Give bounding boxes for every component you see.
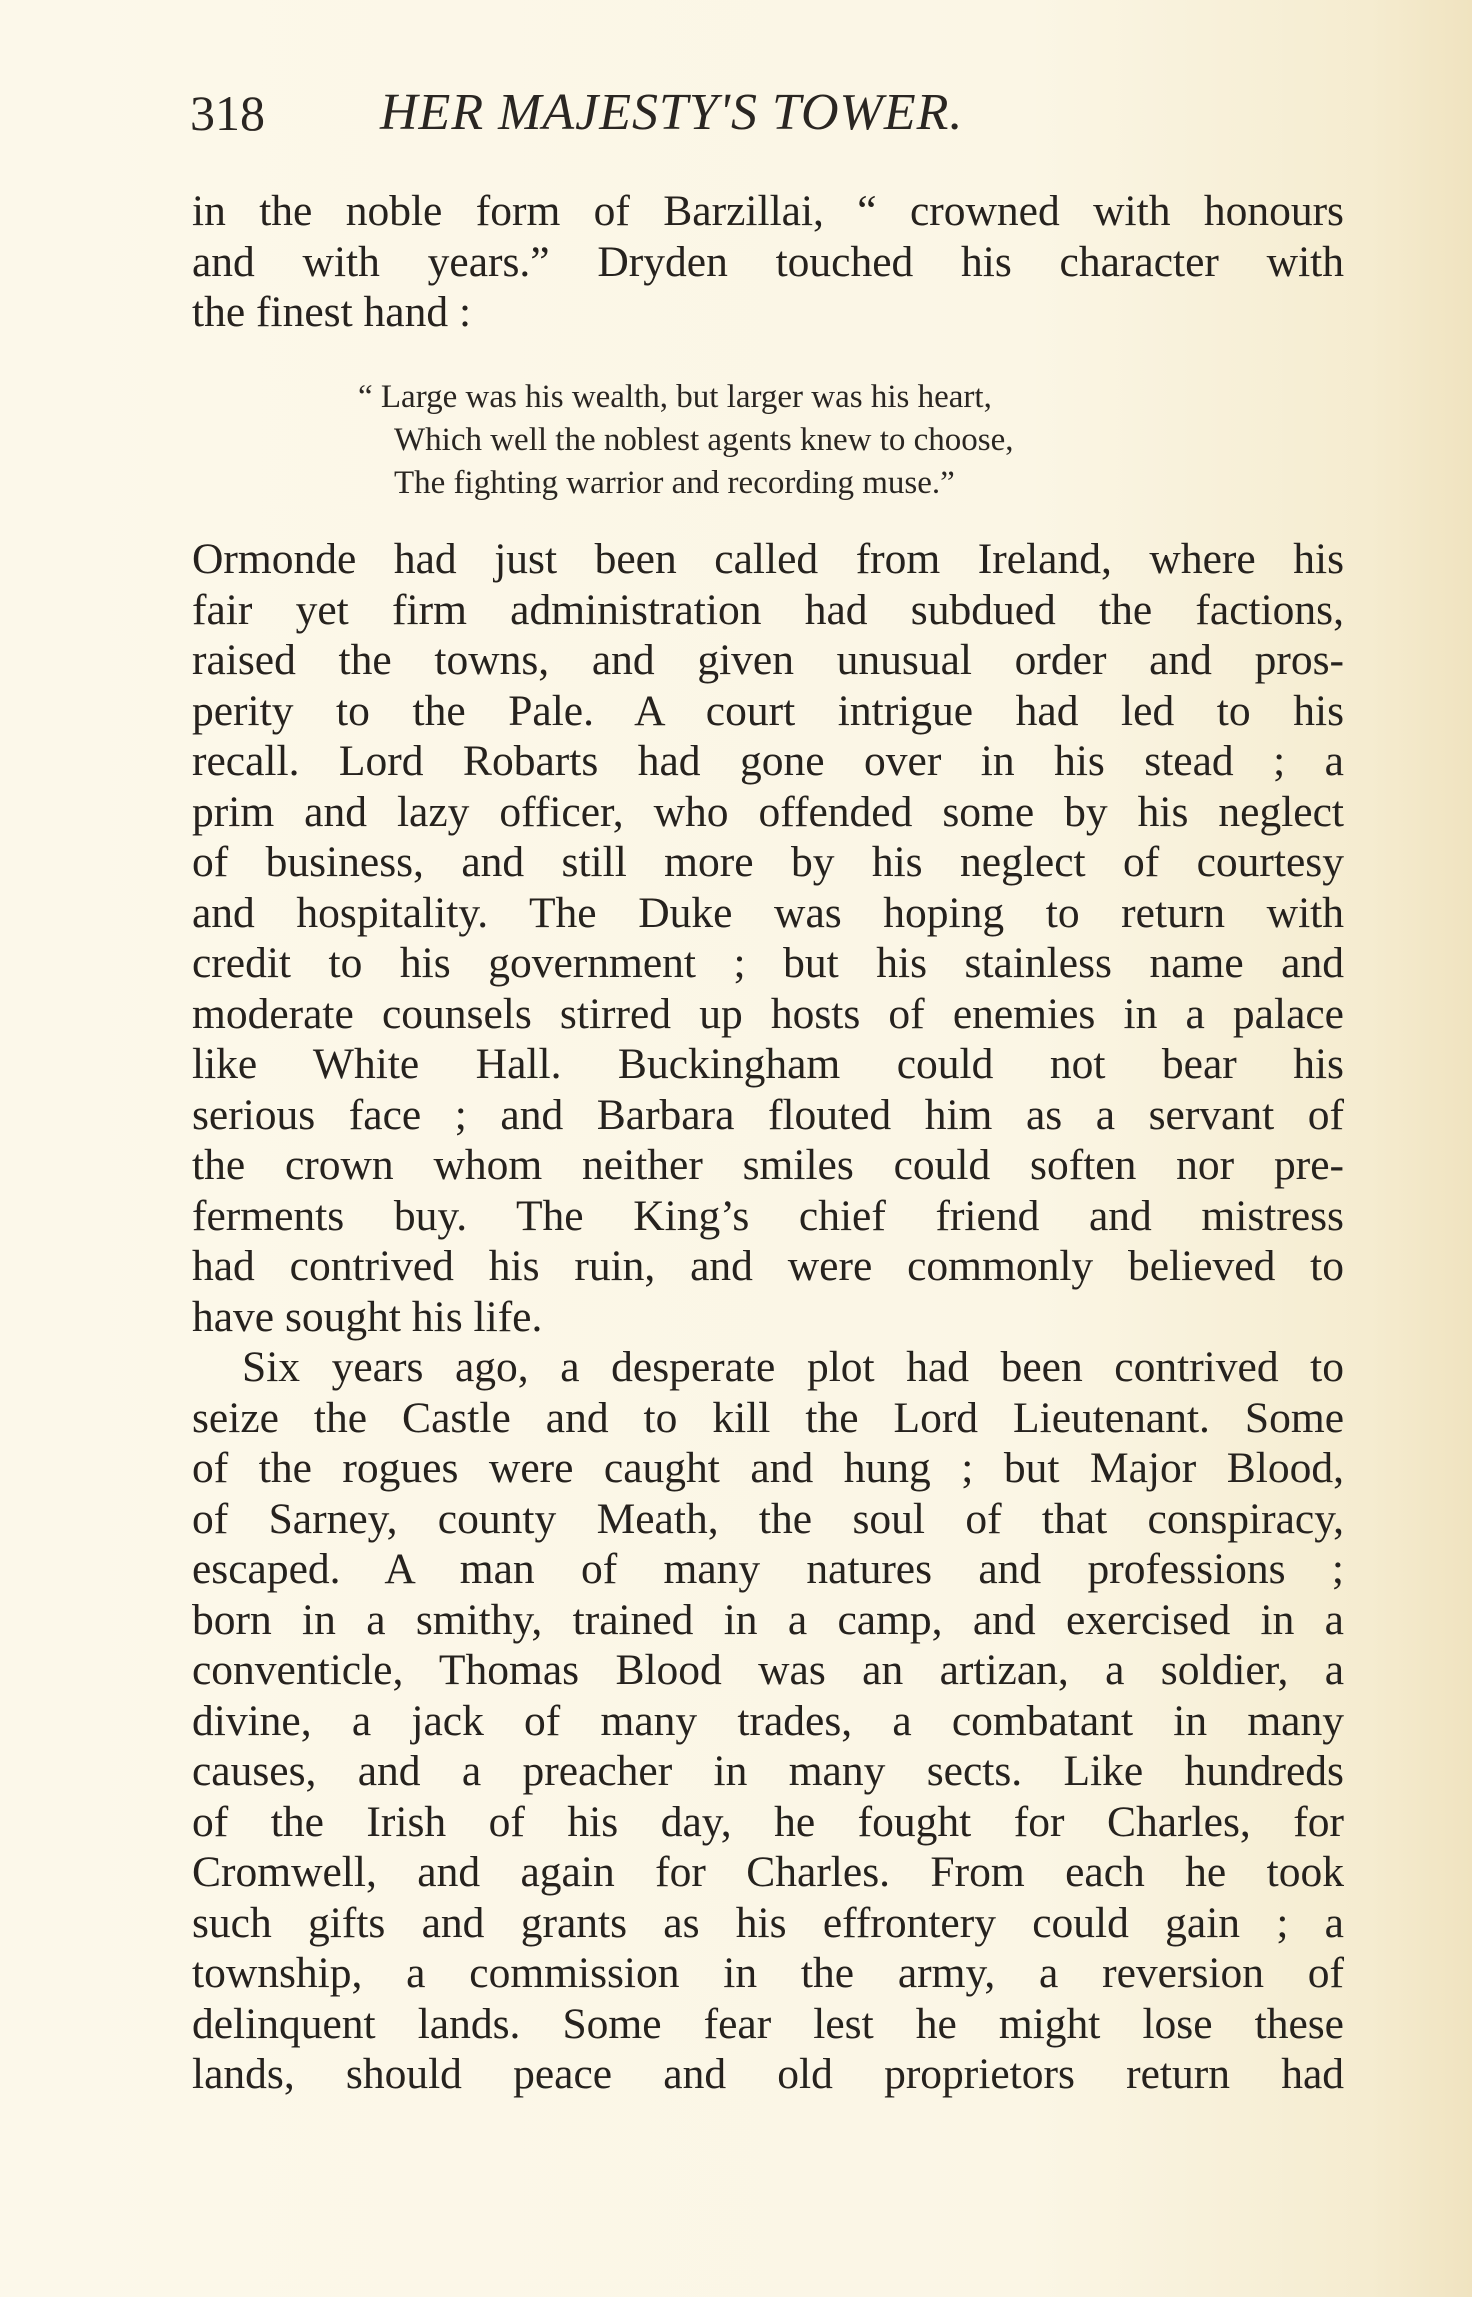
paragraph-blood (192, 1342, 1344, 2100)
page-number: 318 (190, 85, 265, 141)
text-line: the finest hand : (192, 288, 472, 336)
text-line: of business, and still more by his neglect of courtesy (192, 838, 1344, 886)
text-line: have sought his life. (192, 1292, 543, 1341)
text-line: perity to the Pale. A court intrigue had led to his (192, 686, 1344, 735)
text-line: of the Irish of his day, he fought for Charles, for (192, 1797, 1344, 1846)
text-line: Ormonde had just been called from Ireland, where his (192, 535, 1344, 583)
text-line: and hospitality. The Duke was hoping to return with (192, 888, 1344, 937)
text-line: escaped. A man of many natures and professions ; (192, 1545, 1344, 1593)
text-line: moderate counsels stirred up hosts of enemies in a palace (192, 989, 1344, 1038)
text-line: seize the Castle and to kill the Lord Lieutenant. Some (192, 1393, 1344, 1442)
text-line: Six years ago, a desperate plot had been contrived to (242, 1343, 1344, 1391)
paragraph-continued (192, 186, 1344, 338)
text-line: township, a commission in the army, a reversion of (192, 1949, 1344, 1997)
text-line: ferments buy. The King’s chief friend and mistress (192, 1191, 1344, 1240)
text-line: and with years.” Dryden touched his character with (192, 237, 1344, 286)
page-header (190, 78, 1350, 148)
text-line: prim and lazy officer, who offended some by his neglect (192, 787, 1344, 836)
running-title: HER MAJESTY'S TOWER. (380, 84, 964, 141)
text-line: causes, and a preacher in many sects. Like hundreds (192, 1747, 1344, 1795)
text-line: like White Hall. Buckingham could not bear his (192, 1040, 1344, 1088)
verse-line: The fighting warrior and recording muse.” (394, 465, 955, 501)
text-line: serious face ; and Barbara flouted him as a servant of (192, 1090, 1344, 1139)
verse-line: “ Large was his wealth, but larger was his heart, (358, 379, 992, 415)
text-line: Cromwell, and again for Charles. From each he took (192, 1848, 1344, 1896)
text-line: had contrived his ruin, and were commonly believed to (192, 1242, 1344, 1290)
text-line: credit to his government ; but his stainless name and (192, 939, 1344, 987)
text-line: delinquent lands. Some fear lest he might lose these (192, 1999, 1344, 2048)
text-line: conventicle, Thomas Blood was an artizan, a soldier, a (192, 1646, 1344, 1694)
verse-line: Which well the noblest agents knew to choose, (394, 422, 1014, 458)
text-line: of the rogues were caught and hung ; but Major Blood, (192, 1444, 1344, 1492)
verse-quotation (358, 376, 1198, 505)
text-line: the crown whom neither smiles could soften nor pre- (192, 1141, 1344, 1189)
text-line: such gifts and grants as his effrontery could gain ; a (192, 1898, 1344, 1947)
text-line: born in a smithy, trained in a camp, and exercised in a (192, 1595, 1344, 1644)
text-line: lands, should peace and old proprietors return had (192, 2050, 1344, 2098)
text-line: of Sarney, county Meath, the soul of that conspiracy, (192, 1494, 1344, 1543)
text-line: fair yet firm administration had subdued the factions, (192, 585, 1344, 634)
paragraph-ormonde (192, 534, 1344, 1342)
text-line: raised the towns, and given unusual order and pros- (192, 636, 1344, 684)
text-line: recall. Lord Robarts had gone over in his stead ; a (192, 737, 1344, 785)
text-line: in the noble form of Barzillai, “ crowned with honours (192, 187, 1344, 235)
text-line: divine, a jack of many trades, a combatant in many (192, 1696, 1344, 1745)
